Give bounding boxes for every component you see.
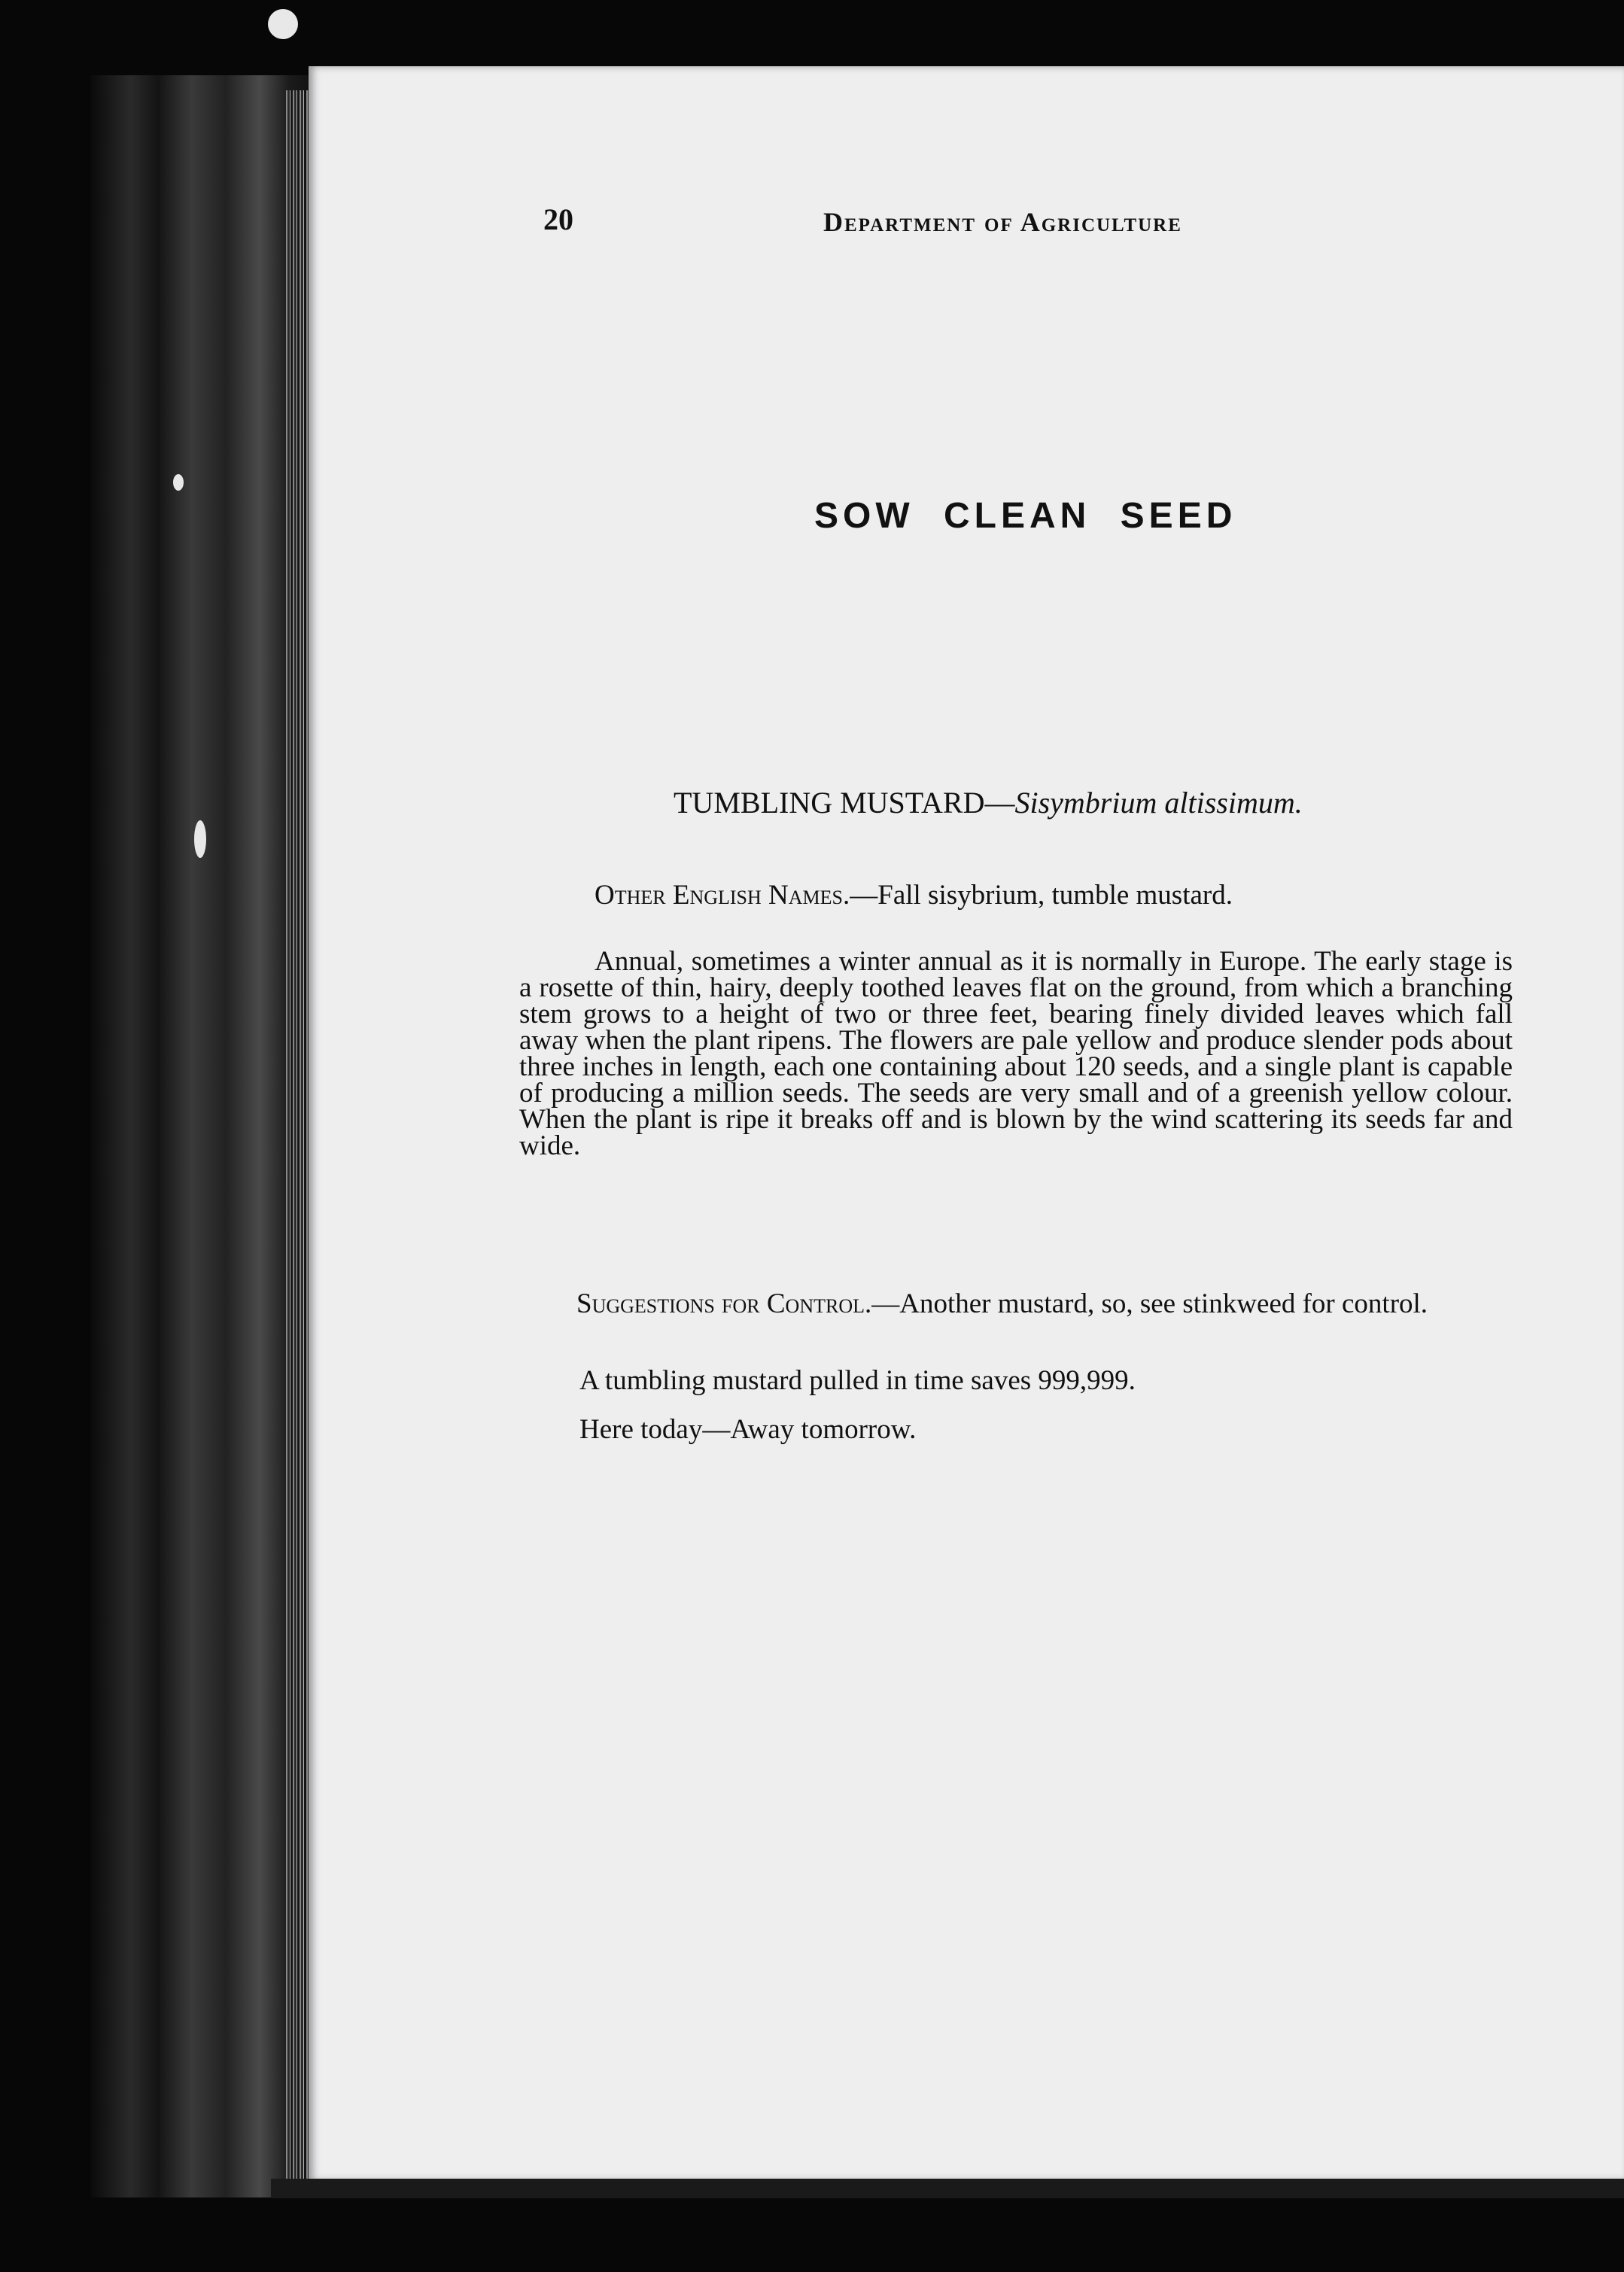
description-paragraph: Annual, sometimes a winter annual as it is normally in Europe. The early stage is a rosette of thin, hairy, deeply toothed leaves flat on the ground, from which a branching stem grows to a height of two or three feet, bearing finely divided leaves which fall away when the plant ripens. The flowers are pale yellow and produce slender pods about three inches in length, each one containing about 120 seeds, and a single plant is capable of producing a million seeds. The seeds are very small and of a greenish yellow colour. When the plant is ripe it breaks off and is blown by the wind scattering its seeds far and wide.: [519, 946, 1513, 1161]
page-number: 20: [543, 202, 573, 236]
book-spine: [90, 75, 316, 2197]
dust-speck: [194, 820, 206, 858]
page-title: SOW CLEAN SEED: [814, 496, 1237, 536]
other-names-lead: Other English Names.: [595, 880, 850, 911]
control-paragraph: [519, 1288, 1513, 1319]
page-bottom-edge: [271, 2179, 1624, 2198]
dust-speck: [268, 9, 298, 39]
running-head: [543, 202, 1296, 247]
dust-speck: [173, 474, 184, 491]
control-text: —Another mustard, so, see stinkweed for control.: [871, 1288, 1428, 1319]
motto-line: Here today—Away tomorrow.: [579, 1414, 917, 1445]
section-heading: [674, 785, 1303, 820]
motto-line: A tumbling mustard pulled in time saves 999,999.: [579, 1365, 1136, 1396]
control-lead: Suggestions for Control.: [576, 1288, 872, 1319]
section-heading-latin-name: Sisymbrium altissimum.: [1014, 786, 1303, 820]
section-heading-common-name: TUMBLING MUSTARD—: [674, 786, 1015, 820]
other-names-paragraph: [519, 880, 1513, 911]
running-head-title: Department of Agriculture: [823, 207, 1182, 237]
other-names-text: —Fall sisybrium, tumble mustard.: [850, 880, 1233, 911]
